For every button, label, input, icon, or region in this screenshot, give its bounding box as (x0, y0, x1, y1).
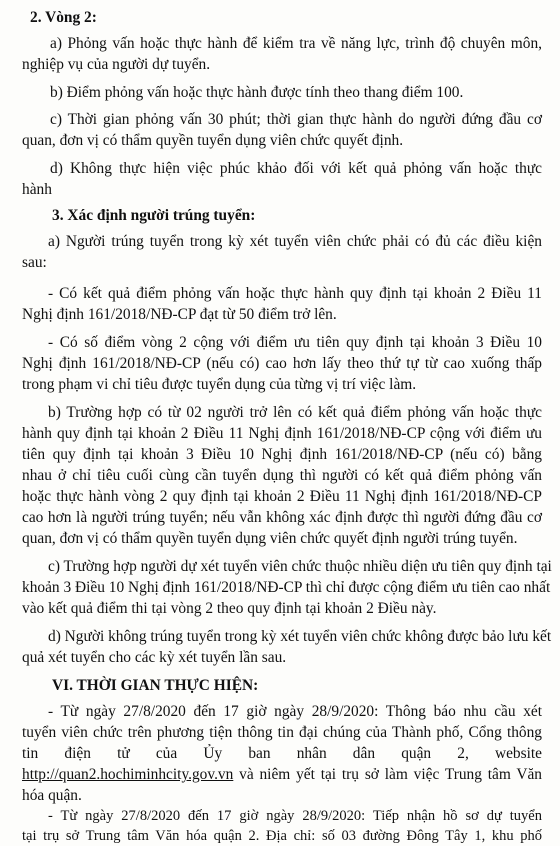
section6-item1-line1: - Từ ngày 27/8/2020 đến 17 giờ ngày 28/9/2020: Thông báo nhu cầu xét (48, 703, 542, 720)
section3-b-line4: nhau ở chỉ tiêu cuối cùng cần tuyển dụng thì người có kết quả điểm phỏng vấn (22, 467, 542, 484)
round2-c-line1: c) Thời gian phỏng vấn 30 phút; thời gian thực hành do người đứng đầu cơ (50, 111, 542, 128)
section3-a2-line1: - Có số điểm vòng 2 cộng với điểm ưu tiên quy định tại khoản 3 Điều 10 (48, 334, 542, 351)
section3-a1-line1: - Có kết quả điểm phỏng vấn hoặc thực hành quy định tại khoản 2 Điều 11 (48, 285, 542, 302)
section6-heading: VI. THỜI GIAN THỰC HIỆN: (52, 677, 259, 694)
section6-item2-line1: - Từ ngày 27/8/2020 đến 17 giờ ngày 28/9/2020: Tiếp nhận hồ sơ dự tuyển (48, 808, 542, 824)
section3-a2-line3: trong phạm vi chỉ tiêu được tuyển dụng của từng vị trí việc làm. (22, 376, 417, 393)
section3-b-line2: hành quy định tại khoản 2 Điều 11 Nghị định 161/2018/NĐ-CP cộng với điểm ưu (22, 425, 542, 442)
round2-d-line2: hành (22, 181, 52, 198)
round2-c-line2: quan, đơn vị có thẩm quyền tuyển dụng viên chức quyết định. (22, 132, 404, 149)
section6-item1-line5: hóa quận. (22, 787, 82, 804)
section3-b-line3: tiên quy định tại khoản 3 Điều 10 Nghị định 161/2018/NĐ-CP (nếu có) bằng (22, 446, 542, 463)
section6-item1-line3: tin điện tử của Ủy ban nhân dân quận 2, website (22, 745, 542, 762)
round2-b-line1: b) Điểm phỏng vấn hoặc thực hành được tính theo thang điểm 100. (50, 84, 464, 101)
section3-b-line7: quan, đơn vị có thẩm quyền tuyển dụng viên chức quyết định người trúng tuyển. (22, 530, 518, 547)
section3-b-line1: b) Trường hợp có từ 02 người trở lên có kết quả điểm phỏng vấn hoặc thực (48, 404, 542, 421)
round2-a-line2: nghiệp vụ của người dự tuyển. (22, 56, 211, 73)
section3-a2-line2: Nghị định 161/2018/NĐ-CP (nếu có) cao hơn lấy theo thứ tự từ cao xuống thấp (22, 355, 542, 372)
section3-a-line1: a) Người trúng tuyển trong kỳ xét tuyển viên chức phải có đủ các điều kiện (48, 233, 542, 250)
round2-heading: 2. Vòng 2: (30, 9, 97, 26)
section3-b-line6: cao hơn là người trúng tuyển; nếu vẫn không xác định được thì người đứng đầu cơ (22, 509, 542, 526)
round2-a-line1: a) Phỏng vấn hoặc thực hành để kiểm tra về năng lực, trình độ chuyên môn, (50, 35, 542, 52)
section6-item1-line4 (22, 765, 542, 785)
round2-d-line1: d) Không thực hiện việc phúc khảo đối với kết quả phỏng vấn hoặc thực (50, 160, 542, 177)
section3-c-line1: c) Trường hợp người dự xét tuyển viên chức thuộc nhiều diện ưu tiên quy định tại (48, 558, 552, 575)
section3-a-line2: sau: (22, 254, 47, 271)
section3-c-line3: vào kết quả điểm thi tại vòng 2 theo quy định tại khoản 2 Điều này. (22, 600, 437, 617)
section3-b-line5: hoặc thực hành vòng 2 quy định tại khoản 2 Điều 11 Nghị định 161/2018/NĐ-CP (22, 488, 542, 505)
section3-heading: 3. Xác định người trúng tuyển: (52, 207, 256, 224)
section6-item1-line2: tuyển viên chức trên phương tiện thông tin đại chúng của Thành phố, Cổng thông (22, 724, 542, 741)
website-after-text: và niêm yết tại trụ sở làm việc Trung tâm Văn (233, 766, 542, 783)
section6-item2-line2: tại trụ sở Trung tâm Văn hóa quận 2. Địa chỉ: số 03 đường Đông Tây 1, khu phố (22, 828, 542, 844)
section3-a1-line2: Nghị định 161/2018/NĐ-CP đạt từ 50 điểm trở lên. (22, 306, 337, 323)
section3-c-line2: khoản 3 Điều 10 Nghị định 161/2018/NĐ-CP thì chỉ được cộng điểm ưu tiên cao nhất (22, 579, 551, 596)
website-link[interactable]: http://quan2.hochiminhcity.gov.vn (22, 766, 234, 783)
section3-d-line2: quả xét tuyển cho các kỳ xét tuyển lần sau. (22, 649, 287, 666)
section3-d-line1: d) Người không trúng tuyển trong kỳ xét tuyển viên chức không được bảo lưu kết (48, 628, 552, 645)
